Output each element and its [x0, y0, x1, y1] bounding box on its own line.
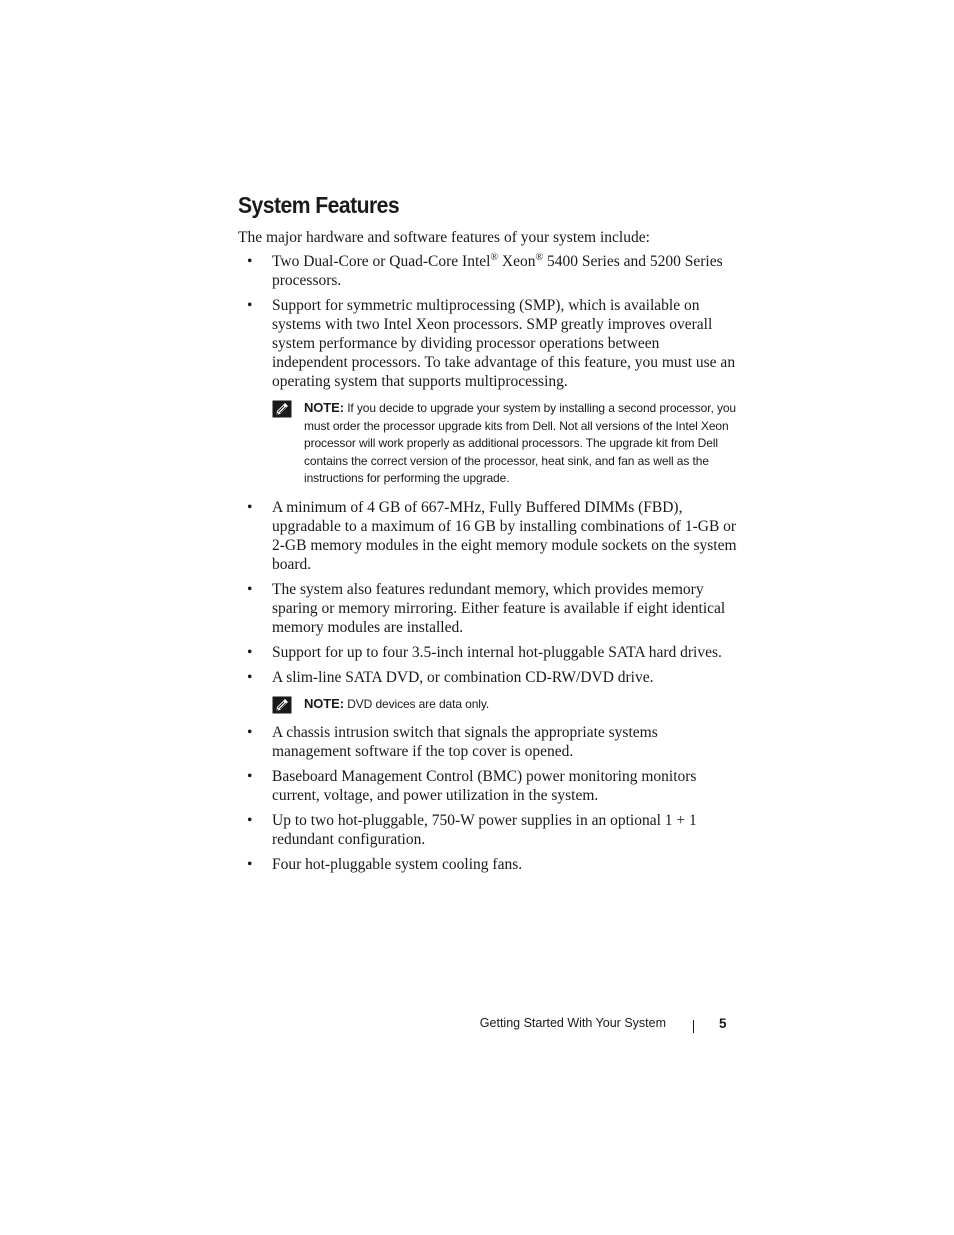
item-text: Up to two hot-pluggable, 750-W power supplies in an optional 1 + 1 redundant configuration. [272, 812, 697, 848]
bullet: • [247, 253, 253, 270]
bullet: • [247, 812, 253, 829]
item-text: Support for symmetric multiprocessing (SMP), which is available on systems with two Intel Xeon processors. SMP greatly improves overall system performance by dividing processor operations between independent processors. To take advantage of this feature, you must use an operating system that supports multiprocessing. [272, 297, 736, 390]
bullet: • [247, 580, 253, 598]
note-pencil-icon [272, 400, 292, 418]
bullet: • [247, 668, 253, 686]
item-text: A chassis intrusion switch that signals the appropriate systems management software if the top cover is opened. [272, 724, 658, 760]
list-item [238, 643, 738, 662]
list-item [238, 668, 738, 687]
list-item [238, 723, 738, 761]
bullet: • [247, 768, 253, 785]
bullet: • [247, 856, 253, 873]
page-title: System Features [238, 192, 400, 218]
bullet: • [247, 297, 253, 314]
list-item [238, 767, 738, 805]
registered-mark: ® [535, 251, 544, 263]
page-footer [0, 1016, 954, 1036]
note-label: NOTE: [304, 695, 344, 711]
page-number: 5 [719, 1016, 727, 1031]
note-processor-upgrade [238, 399, 738, 488]
text-segment: 5400 Series and 5200 Series processors. [272, 253, 723, 289]
list-item [238, 855, 738, 874]
intro-paragraph: The major hardware and software features of your system include: [238, 229, 650, 246]
item-text: Baseboard Management Control (BMC) power monitoring monitors current, voltage, and power utilization in the system. [272, 768, 697, 804]
text-segment: Xeon [498, 253, 536, 270]
note-label: NOTE: [304, 400, 344, 415]
item-text [272, 253, 723, 289]
bullet: • [247, 643, 253, 661]
item-text: The system also features redundant memory, which provides memory sparing or memory mirroring. Either feature is available if eight identical memory modules are installed. [272, 580, 726, 636]
item-text: Four hot-pluggable system cooling fans. [272, 856, 523, 873]
registered-mark: ® [490, 251, 499, 263]
list-item [238, 811, 738, 849]
footer-title: Getting Started With Your System [479, 1016, 666, 1030]
bullet: • [247, 498, 253, 516]
item-text: A slim-line SATA DVD, or combination CD-RW/DVD drive. [272, 668, 654, 686]
list-item [238, 296, 738, 391]
feature-list [238, 252, 738, 880]
list-item [238, 252, 738, 290]
list-item [238, 580, 738, 637]
note-text: If you decide to upgrade your system by installing a second processor, you must order the processor upgrade kits from Dell. Not all versions of the Intel Xeon processor will work properly as additional processors. The upgrade kit from Dell contains the correct version of the processor, heat sink, and fan as well as the instructions for performing the upgrade. [304, 401, 737, 485]
footer-divider [693, 1020, 694, 1033]
note-text: DVD devices are data only. [347, 696, 490, 711]
note-pencil-icon [272, 696, 292, 714]
note-dvd [238, 695, 738, 714]
bullet: • [247, 724, 253, 741]
item-text: Support for up to four 3.5-inch internal hot-pluggable SATA hard drives. [272, 643, 722, 661]
text-segment: Two Dual-Core or Quad-Core Intel [272, 253, 491, 270]
item-text: A minimum of 4 GB of 667-MHz, Fully Buffered DIMMs (FBD), upgradable to a maximum of 16 GB by installing combinations of 1-GB or 2-GB memory modules in the eight memory module sockets on the system board. [272, 498, 737, 573]
list-item [238, 498, 738, 574]
